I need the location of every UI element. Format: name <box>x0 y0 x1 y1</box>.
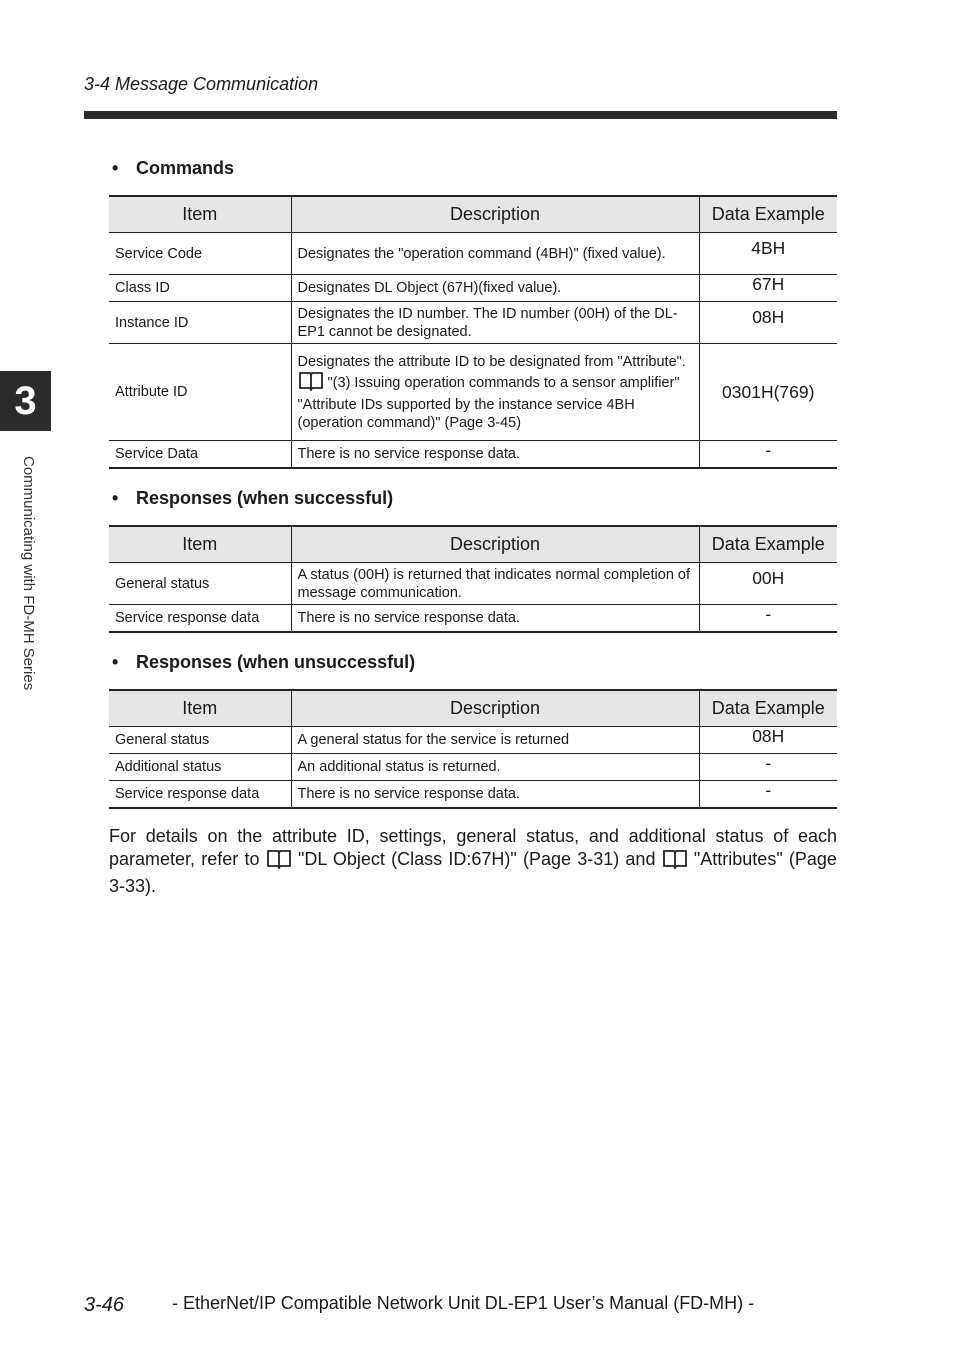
table-row <box>109 275 837 302</box>
bullet-dot: • <box>112 488 119 508</box>
row-example: - <box>699 754 837 781</box>
column-header-description: Description <box>291 690 699 727</box>
row-description: A status (00H) is returned that indicates normal completion of message communication. <box>291 563 699 605</box>
book-icon <box>662 849 688 875</box>
row-example: 08H <box>699 302 837 344</box>
row-item: Additional status <box>109 754 291 781</box>
column-header-example: Data Example <box>699 690 837 727</box>
row-description: Designates the ID number. The ID number (00H) of the DL-EP1 cannot be designated. <box>291 302 699 344</box>
header-rule <box>84 111 837 119</box>
table-row <box>109 754 837 781</box>
footer-manual-title: - EtherNet/IP Compatible Network Unit DL-EP1 User’s Manual (FD-MH) - <box>172 1293 755 1313</box>
table-row <box>109 233 837 275</box>
row-item: Service response data <box>109 605 291 632</box>
row-example: 0301H(769) <box>699 344 837 441</box>
row-description: A general status for the service is returned <box>291 727 699 754</box>
column-header-description: Description <box>291 196 699 233</box>
row-example: 08H <box>699 727 837 754</box>
bullet-dot: • <box>112 158 119 178</box>
row-item: Attribute ID <box>109 344 291 441</box>
table-header-row <box>109 526 837 563</box>
row-description: Designates the "operation command (4BH)" (fixed value). <box>291 233 699 275</box>
commands-table <box>109 195 837 469</box>
description-text-before: Designates the attribute ID to be designated from "Attribute". <box>297 353 686 370</box>
row-example: 4BH <box>699 233 837 275</box>
row-description: An additional status is returned. <box>291 754 699 781</box>
row-example: - <box>699 781 837 808</box>
table-row <box>109 563 837 605</box>
row-item: Service Code <box>109 233 291 275</box>
table-row <box>109 781 837 808</box>
responses-fail-heading-text: Responses (when unsuccessful) <box>136 652 416 672</box>
commands-heading-text: Commands <box>136 158 235 178</box>
responses-fail-heading <box>112 652 415 673</box>
table-header-row <box>109 690 837 727</box>
table-header-row <box>109 196 837 233</box>
row-description: There is no service response data. <box>291 781 699 808</box>
page-number: 3-46 <box>84 1294 125 1316</box>
description-text-after: "(3) Issuing operation commands to a sensor amplifier" "Attribute IDs supported by the instance service 4BH (operation command)" (Page 3-45) <box>297 374 680 431</box>
row-item: Service Data <box>109 441 291 468</box>
responses-success-table <box>109 525 837 633</box>
responses-success-heading-text: Responses (when successful) <box>136 488 394 508</box>
bullet-dot: • <box>112 652 119 672</box>
book-icon <box>266 849 292 875</box>
table-row <box>109 441 837 468</box>
note-link-attributes[interactable]: "Attributes" (Page 3-33). <box>109 849 837 896</box>
note-link-dl-object[interactable]: "DL Object (Class ID:67H)" (Page 3-31) and <box>297 849 656 869</box>
row-description: Designates DL Object (67H)(fixed value). <box>291 275 699 302</box>
commands-heading <box>112 158 234 179</box>
table-row <box>109 302 837 344</box>
row-item: Instance ID <box>109 302 291 344</box>
row-example: 67H <box>699 275 837 302</box>
row-example: - <box>699 605 837 632</box>
column-header-example: Data Example <box>699 196 837 233</box>
chapter-tab: 3 <box>0 371 51 431</box>
row-description: There is no service response data. <box>291 441 699 468</box>
responses-success-heading <box>112 488 393 509</box>
column-header-item: Item <box>109 690 291 727</box>
book-icon <box>298 371 324 396</box>
row-item: General status <box>109 563 291 605</box>
column-header-item: Item <box>109 526 291 563</box>
row-item: Service response data <box>109 781 291 808</box>
row-example: 00H <box>699 563 837 605</box>
row-example: - <box>699 441 837 468</box>
column-header-description: Description <box>291 526 699 563</box>
reference-note <box>109 825 837 898</box>
table-row <box>109 605 837 632</box>
column-header-item: Item <box>109 196 291 233</box>
section-title: 3-4 Message Communication <box>84 74 319 94</box>
row-item: General status <box>109 727 291 754</box>
row-item: Class ID <box>109 275 291 302</box>
row-description <box>291 344 699 441</box>
note-text-part1: For details on the attribute ID, settings, general status, and additional status of each parameter, refer to <box>109 826 837 869</box>
table-row <box>109 344 837 441</box>
row-description: There is no service response data. <box>291 605 699 632</box>
table-row <box>109 727 837 754</box>
column-header-example: Data Example <box>699 526 837 563</box>
responses-fail-table <box>109 689 837 809</box>
chapter-side-title: Communicating with FD-MH Series <box>20 456 37 691</box>
